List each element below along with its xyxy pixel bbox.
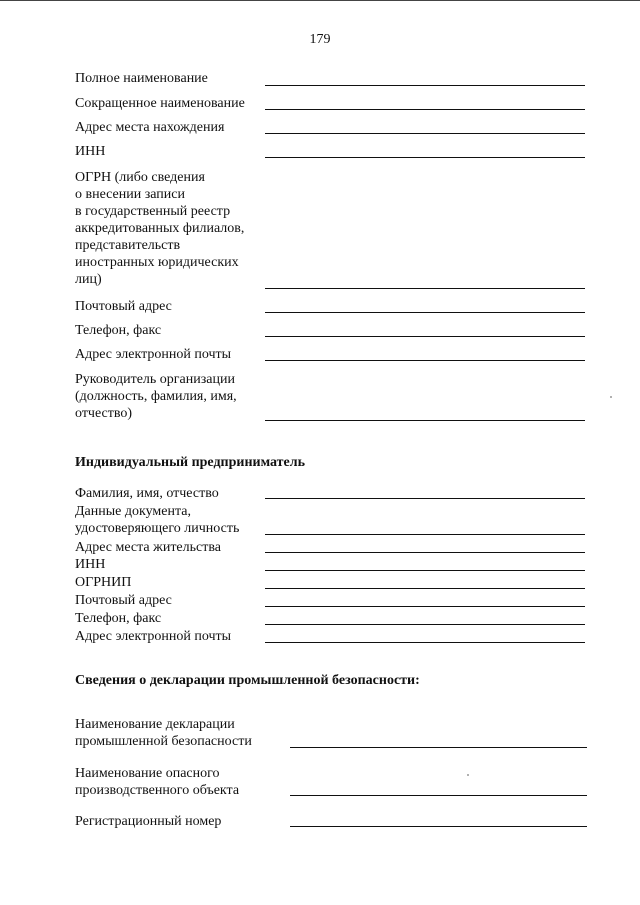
- full-name-field[interactable]: [265, 85, 585, 86]
- ip-full-name-field[interactable]: [265, 498, 585, 499]
- address-label: Адрес места нахождения: [75, 120, 225, 135]
- entrepreneur-heading: Индивидуальный предприниматель: [75, 455, 306, 470]
- hazardous-object-label: Наименование опасного производственного объекта: [75, 766, 240, 798]
- ip-phone-fax-label: Телефон, факс: [75, 611, 162, 626]
- reg-number-label: Регистрационный номер: [75, 814, 222, 829]
- email-label: Адрес электронной почты: [75, 347, 232, 362]
- postal-address-field[interactable]: [265, 312, 585, 313]
- ip-inn-field[interactable]: [265, 570, 585, 571]
- page-top-edge: [0, 0, 640, 1]
- ip-phone-fax-field[interactable]: [265, 624, 585, 625]
- inn-field[interactable]: [265, 157, 585, 158]
- residence-field[interactable]: [265, 552, 585, 553]
- ogrnip-label: ОГРНИП: [75, 575, 132, 590]
- residence-label: Адрес места жительства: [75, 540, 221, 555]
- id-document-field[interactable]: [265, 534, 585, 535]
- page-number: 179: [309, 32, 331, 47]
- short-name-label: Сокращенное наименование: [75, 96, 245, 111]
- ogrnip-field[interactable]: [265, 588, 585, 589]
- id-document-label: Данные документа, удостоверяющего личность: [75, 504, 240, 536]
- declaration-name-label: Наименование декларации промышленной безопасности: [75, 717, 252, 749]
- postal-address-label: Почтовый адрес: [75, 299, 172, 314]
- director-field[interactable]: [265, 420, 585, 421]
- ip-email-field[interactable]: [265, 642, 585, 643]
- declaration-heading: Сведения о декларации промышленной безопасности:: [75, 673, 420, 688]
- ip-postal-address-field[interactable]: [265, 606, 585, 607]
- ip-postal-address-label: Почтовый адрес: [75, 593, 172, 608]
- reg-number-field[interactable]: [290, 826, 587, 827]
- full-name-label: Полное наименование: [75, 71, 208, 86]
- ip-full-name-label: Фамилия, имя, отчество: [75, 486, 219, 501]
- ip-inn-label: ИНН: [75, 557, 106, 572]
- address-field[interactable]: [265, 133, 585, 134]
- ip-email-label: Адрес электронной почты: [75, 629, 232, 644]
- phone-fax-field[interactable]: [265, 336, 585, 337]
- ogrn-label: ОГРН (либо сведения о внесении записи в государственный реестр аккредитованных филиалов, представительств иностранных юридических лиц): [75, 170, 245, 287]
- scan-speck: [610, 396, 612, 398]
- email-field[interactable]: [265, 360, 585, 361]
- hazardous-object-field[interactable]: [290, 795, 587, 796]
- director-label: Руководитель организации (должность, фамилия, имя, отчество): [75, 372, 237, 421]
- phone-fax-label: Телефон, факс: [75, 323, 162, 338]
- ogrn-field[interactable]: [265, 288, 585, 289]
- scan-speck: [467, 774, 469, 776]
- inn-label: ИНН: [75, 144, 106, 159]
- declaration-name-field[interactable]: [290, 747, 587, 748]
- short-name-field[interactable]: [265, 109, 585, 110]
